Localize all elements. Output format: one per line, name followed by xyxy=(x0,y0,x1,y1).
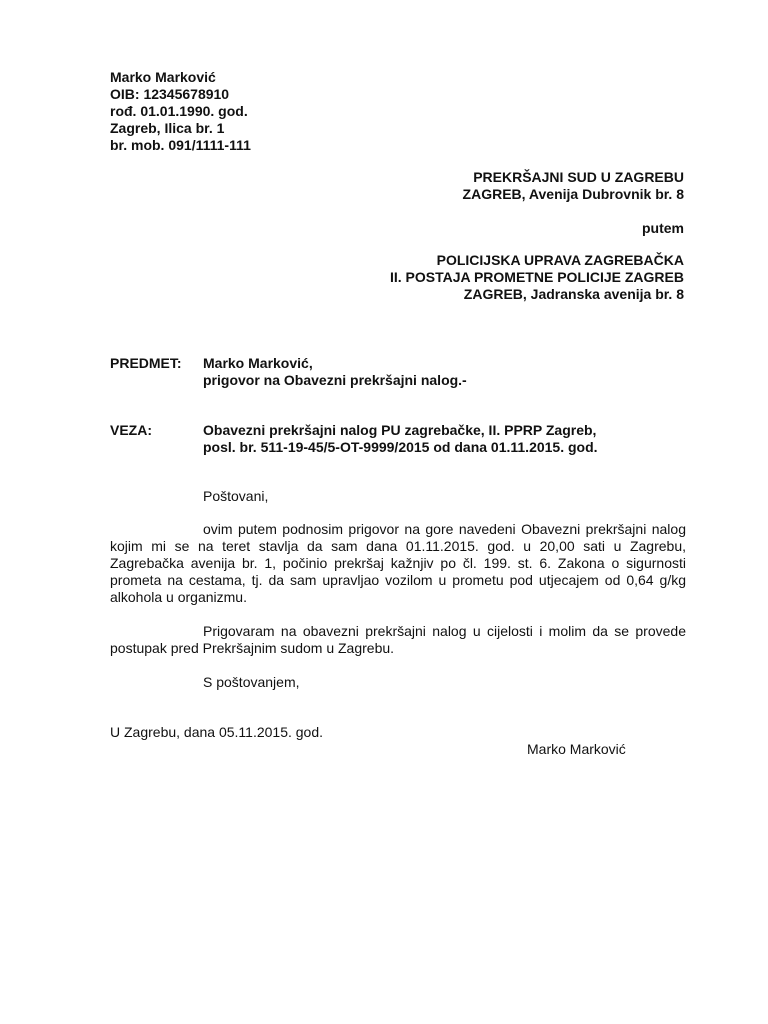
sender-address: Zagreb, Ilica br. 1 xyxy=(110,120,225,136)
recipient-via: putem xyxy=(642,220,684,236)
body-paragraph-2: Prigovaram na obavezni prekršajni nalog u cijelosti i molim da se provede postupak pred Prekršajnim sudom u Zagrebu. xyxy=(110,623,686,656)
sender-mobile: br. mob. 091/1111-111 xyxy=(110,137,251,153)
body-paragraph-1: ovim putem podnosim prigovor na gore navedeni Obavezni prekršajni nalog kojim mi se na teret stavlja da sam dana 01.11.2015. god. u 20,00 sati u Zagrebu, Zagrebačka avenija br. 1, počinio prekršaj kažnjiv po čl. 199. st. 6. Zakona o sigurnosti prometa na cestama, tj. da sam upravljao vozilom u prometu pod utjecajem od 0,64 g/kg alkohola u organizmu. xyxy=(110,521,686,605)
recipient-court-address: ZAGREB, Avenija Dubrovnik br. 8 xyxy=(462,186,684,202)
greeting: Poštovani, xyxy=(203,488,269,504)
recipient-station-address: ZAGREB, Jadranska avenija br. 8 xyxy=(463,286,684,302)
subject-line-2: prigovor na Obavezni prekršajni nalog.- xyxy=(203,372,467,388)
sender-birth-date: rođ. 01.01.1990. god. xyxy=(110,103,248,119)
sender-oib: OIB: 12345678910 xyxy=(110,86,230,102)
signature-name: Marko Marković xyxy=(527,741,626,757)
subject-label: PREDMET: xyxy=(110,355,182,371)
recipient-station: II. POSTAJA PROMETNE POLICIJE ZAGREB xyxy=(389,269,684,285)
reference-line-1: Obavezni prekršajni nalog PU zagrebačke, II. PPRP Zagreb, xyxy=(203,422,597,438)
reference-line-2: posl. br. 511-19-45/5-OT-9999/2015 od dana 01.11.2015. god. xyxy=(203,439,598,455)
reference-label: VEZA: xyxy=(110,422,152,438)
closing: S poštovanjem, xyxy=(203,674,300,690)
subject-line-1: Marko Marković, xyxy=(203,355,313,371)
place-and-date: U Zagrebu, dana 05.11.2015. god. xyxy=(110,724,324,740)
recipient-court: PREKRŠAJNI SUD U ZAGREBU xyxy=(473,169,684,185)
sender-name: Marko Marković xyxy=(110,69,216,85)
recipient-police: POLICIJSKA UPRAVA ZAGREBAČKA xyxy=(436,252,684,268)
